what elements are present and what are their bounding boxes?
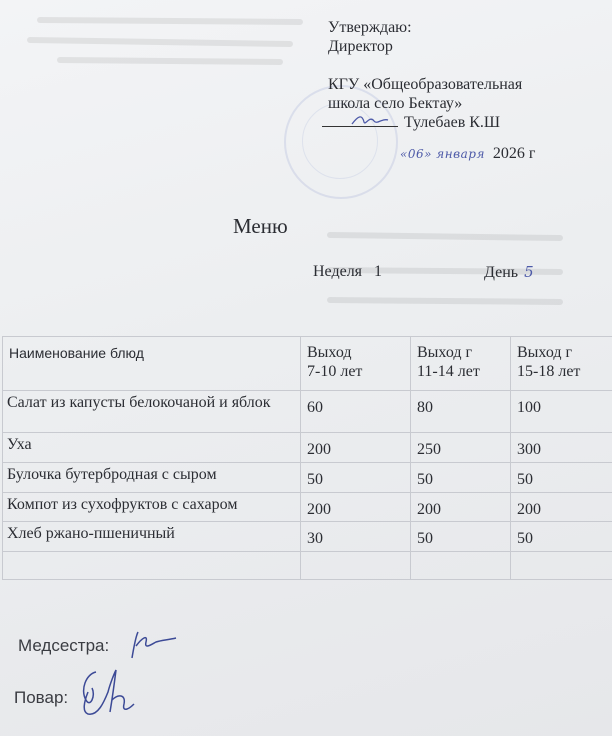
output-7-10: 50 (301, 463, 411, 493)
approval-year: 2026 г (492, 145, 536, 162)
cook-label: Повар: (14, 688, 69, 707)
output-15-18: 50 (511, 522, 612, 552)
organization-line-2: школа село Бектау» (328, 95, 463, 112)
director-name: Тулебаев К.Ш (404, 114, 501, 131)
output-15-18: 300 (511, 433, 612, 463)
header-age-range: 7-10 лет (307, 363, 363, 380)
day-indicator (484, 263, 534, 282)
empty-cell (301, 552, 411, 580)
organization-line-1: КГУ «Общеобразовательная (328, 76, 523, 93)
table-row (3, 463, 612, 493)
director-signature-line (322, 114, 398, 127)
page-title: Меню (233, 214, 288, 238)
dish-name: Салат из капусты белокочаной и яблок (3, 391, 301, 433)
header-output-7-10 (301, 337, 411, 391)
dish-name: Компот из сухофруктов с сахаром (3, 493, 301, 522)
week-value: 1 (374, 263, 383, 280)
output-11-14: 50 (411, 522, 511, 552)
output-11-14: 50 (411, 463, 511, 493)
output-11-14: 200 (411, 493, 511, 522)
nurse-signature-icon (122, 628, 178, 662)
empty-cell (511, 552, 612, 580)
week-indicator (313, 263, 382, 281)
table-row-empty (3, 552, 612, 580)
empty-cell (411, 552, 511, 580)
table-row (3, 493, 612, 522)
director-position: Директор (328, 38, 393, 55)
dish-name: Хлеб ржано-пшеничный (3, 522, 301, 552)
output-11-14: 250 (411, 433, 511, 463)
cook-signature (14, 688, 68, 708)
header-output-15-18 (511, 337, 612, 391)
dish-name: Уха (3, 433, 301, 463)
header-age-range: 15-18 лет (517, 363, 581, 380)
output-7-10: 60 (301, 391, 411, 433)
dish-name: Булочка бутербродная с сыром (3, 463, 301, 493)
approve-label: Утверждаю: (328, 19, 412, 36)
week-label: Неделя (313, 263, 363, 280)
director-signature-icon (350, 112, 390, 128)
header-dish-name: Наименование блюд (3, 337, 301, 391)
output-15-18: 100 (511, 391, 612, 433)
table-row (3, 391, 612, 433)
header-output-label: Выход г (417, 344, 473, 361)
output-7-10: 200 (301, 433, 411, 463)
output-11-14: 80 (411, 391, 511, 433)
menu-table (2, 336, 612, 580)
approval-block (328, 18, 535, 164)
day-value: 5 (524, 263, 534, 281)
table-header-row (3, 337, 612, 391)
approval-date-handwritten: «06» января (400, 147, 485, 161)
nurse-signature (18, 636, 109, 656)
output-15-18: 200 (511, 493, 612, 522)
spacer (328, 132, 535, 144)
table-row (3, 522, 612, 552)
cook-signature-icon (74, 666, 136, 718)
table-row (3, 433, 612, 463)
header-output-11-14 (411, 337, 511, 391)
header-output-label: Выход г (517, 344, 573, 361)
header-output-label: Выход (307, 344, 352, 361)
output-7-10: 30 (301, 522, 411, 552)
day-label: День (484, 264, 519, 281)
nurse-label: Медсестра: (18, 636, 110, 655)
spacer (328, 56, 535, 75)
header-age-range: 11-14 лет (417, 363, 480, 380)
output-7-10: 200 (301, 493, 411, 522)
empty-cell (3, 552, 301, 580)
output-15-18: 50 (511, 463, 612, 493)
